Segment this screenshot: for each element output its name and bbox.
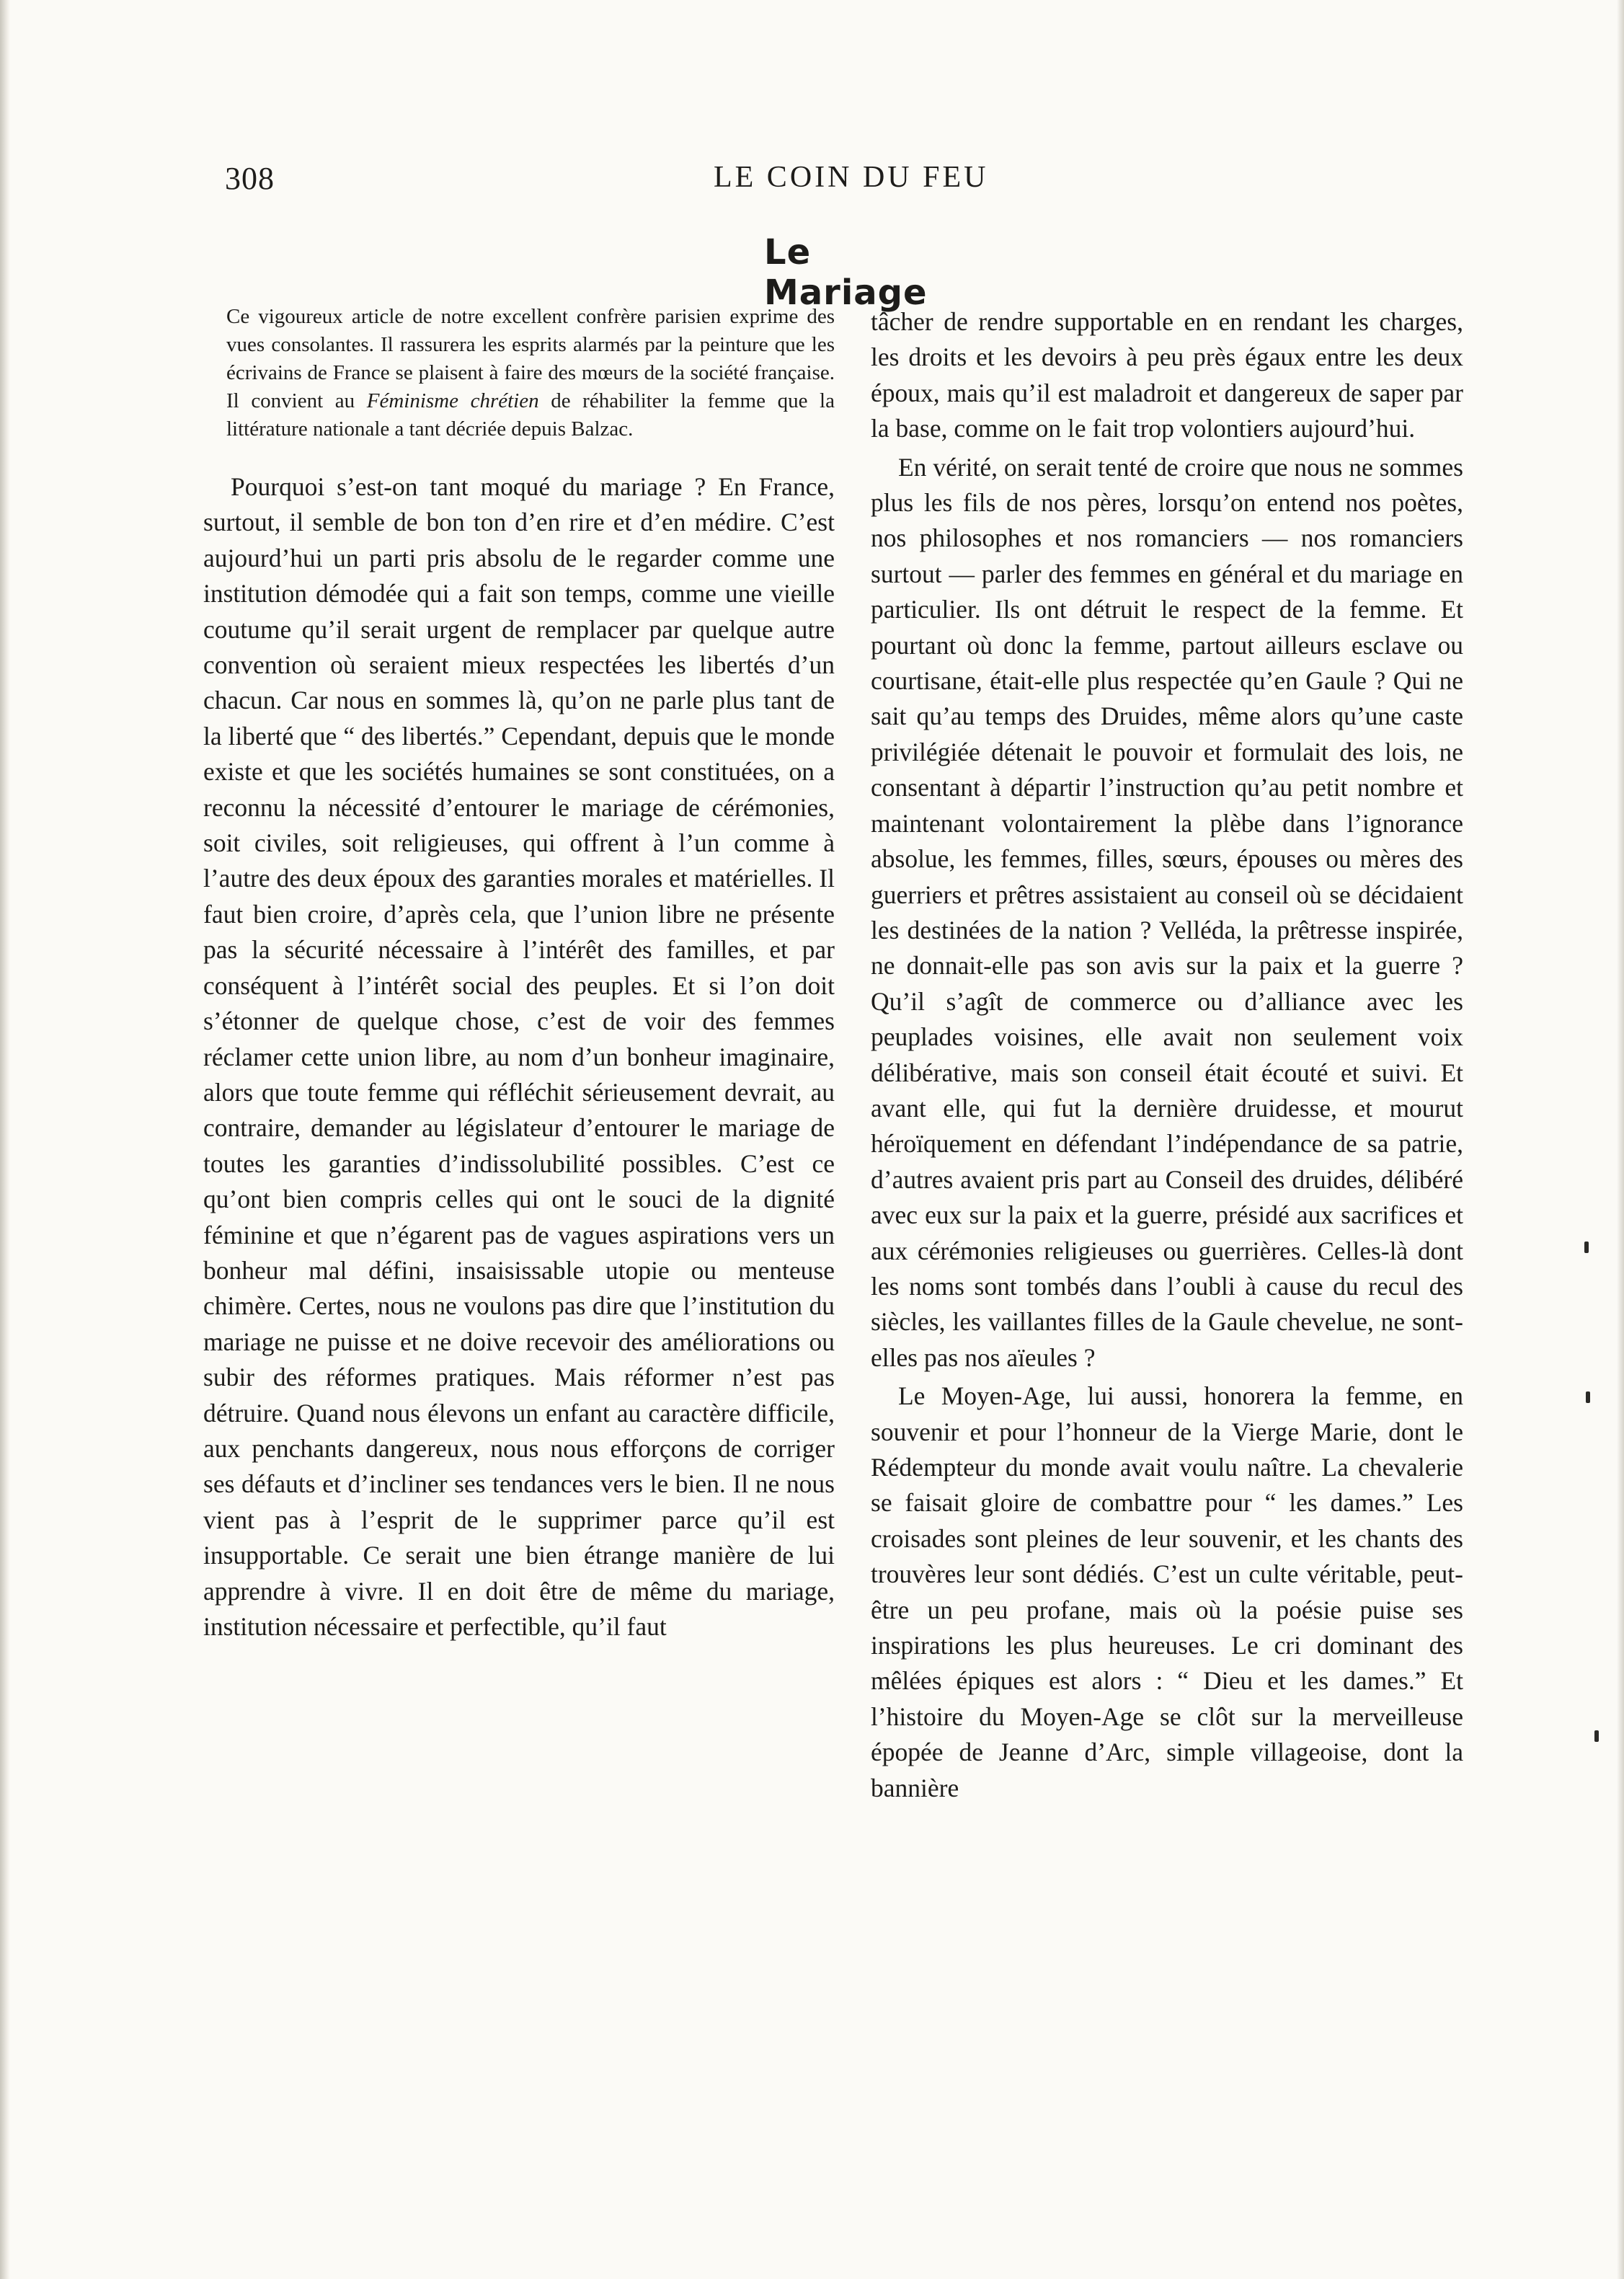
margin-mark <box>1586 1391 1590 1403</box>
running-title: LE COIN DU FEU <box>714 161 989 194</box>
page-number: 308 <box>225 161 275 196</box>
running-header <box>0 160 1624 203</box>
editor-note-work-title: Féminisme chrétien <box>366 389 539 412</box>
page-edge-right <box>1617 0 1624 2279</box>
editor-note <box>226 303 835 443</box>
margin-mark <box>1594 1730 1599 1742</box>
editor-note-text-2: de réhabiliter la femme que la littérature nationale a tant décriée depuis Balzac. <box>226 389 835 441</box>
right-column <box>871 304 1463 1806</box>
paragraph: En vérité, on serait tenté de croire que nous ne sommes plus les fils de nos pères, lorsqu’on entend nos poètes, nos philosophes et nos romanciers — nos romanciers surtout — parler des femmes en général et du mariage en particulier. Ils ont détruit le respect de la femme. Et pourtant où donc la femme, partout ailleurs esclave ou courtisane, était-elle plus respectée qu’en Gaule ? Qui ne sait qu’au temps des Druides, même alors qu’une caste privilégiée détenait le pouvoir et formulait des lois, ne consentant à départir l’instruction qu’au petit nombre et maintenant volontairement la plèbe dans l’ignorance absolue, les femmes, filles, sœurs, épouses ou mères des guerriers et prêtres assistaient au conseil où se décidaient les destinées de la nation ? Velléda, la prêtresse inspirée, ne donnait-elle pas son avis sur la paix et la guerre ? Qu’il s’agît de commerce ou d’alliance avec les peuplades voisines, elle avait non seulement voix délibérative, mais son conseil était écouté et suivi. Et avant elle, qui fut la dernière druidesse, et mourut héroïquement en défendant l’indépendance de sa patrie, d’autres avaient pris part au Conseil des druides, délibéré avec eux sur la paix et la guerre, présidé aux sacrifices et aux cérémonies religieuses ou guerrières. Celles-là dont les noms sont tombés dans l’oubli à cause du recul des siècles, les vaillantes filles de la Gaule chevelue, ne sont-elles pas nos aïeules ? <box>871 452 1463 1372</box>
paragraph: Pourquoi s’est-on tant moqué du mariage ? En France, surtout, il semble de bon ton d’en rire et d’en médire. C’est aujourd’hui un parti pris absolu de le regarder comme une institution démodée qui a fait son temps, comme une vieille coutume qu’il serait urgent de remplacer par quelque autre convention où seraient mieux respectées les libertés d’un chacun. Car nous en sommes là, qu’on ne parle plus tant de la liberté que “ des libertés.” Cependant, depuis que le monde existe et que les sociétés humaines se sont constituées, on a reconnu la nécessité d’entourer le mariage de cérémonies, soit civiles, soit religieuses, qui offrent à l’un comme à l’autre des deux époux des garanties morales et matérielles. Il faut bien croire, d’après cela, que l’union libre ne présente pas la sécurité nécessaire à l’intérêt des familles, et par conséquent à l’intérêt social des peuples. Et si l’on doit s’étonner de quelque chose, c’est de voir des femmes réclamer cette union libre, au nom d’un bonheur imaginaire, alors que toute femme qui réfléchit sérieusement devrait, au contraire, demander au législateur d’entourer le mariage de toutes les garanties d’indissolubilité possibles. C’est ce qu’ont bien compris celles qui ont le souci de la dignité féminine et que n’égarent pas de vagues aspirations vers un bonheur mal défini, insaisissable utopie ou menteuse chimère. Certes, nous ne voulons pas dire que l’institution du mariage ne puisse et ne doive recevoir des améliorations ou subir des réformes pratiques. Mais réformer n’est pas détruire. Quand nous élevons un enfant au caractère difficile, aux penchants dangereux, nous nous efforçons de corriger ses défauts et d’incliner ses tendances vers le bien. Il ne nous vient pas à l’esprit de le supprimer parce qu’il est insupportable. Ce serait une bien étrange manière de lui apprendre à vivre. Il en doit être de même du mariage, institution nécessaire et perfectible, qu’il faut <box>203 472 835 1641</box>
paragraph: tâcher de rendre supportable en en rendant les charges, les droits et les devoirs à peu près égaux entre les deux époux, mais qu’il est maladroit et dangereux de saper par la base, comme on le fait trop volontiers aujourd’hui. <box>871 307 1463 443</box>
paragraph: Le Moyen-Age, lui aussi, honorera la femme, en souvenir et pour l’honneur de la Vierge Marie, dont le Rédempteur du monde avait voulu naître. La chevalerie se faisait gloire de combattre pour “ les dames.” Les croisades sont pleines de leur souvenir, et les chants des trouvères leur sont dédiés. C’est un culte véritable, peut-être un peu profane, mais où la poésie puise ses inspirations les plus heureuses. Le cri dominant des mêlées épiques est alors : “ Dieu et les dames.” Et l’histoire du Moyen-Age se clôt sur la merveilleuse épopée de Jeanne d’Arc, simple villageoise, dont la bannière <box>871 1381 1463 1802</box>
page-edge-left <box>0 0 10 2279</box>
editor-note-text-1: Ce vigoureux article de notre excellent confrère parisien exprime des vues consolantes. Il rassurera les esprits alarmés par la peinture que les écrivains de France se plaisent à faire des mœurs de la société française. Il convient au <box>226 305 835 412</box>
article-title: Le Mariage <box>764 232 928 313</box>
left-column <box>203 303 835 1645</box>
margin-mark <box>1584 1242 1589 1253</box>
